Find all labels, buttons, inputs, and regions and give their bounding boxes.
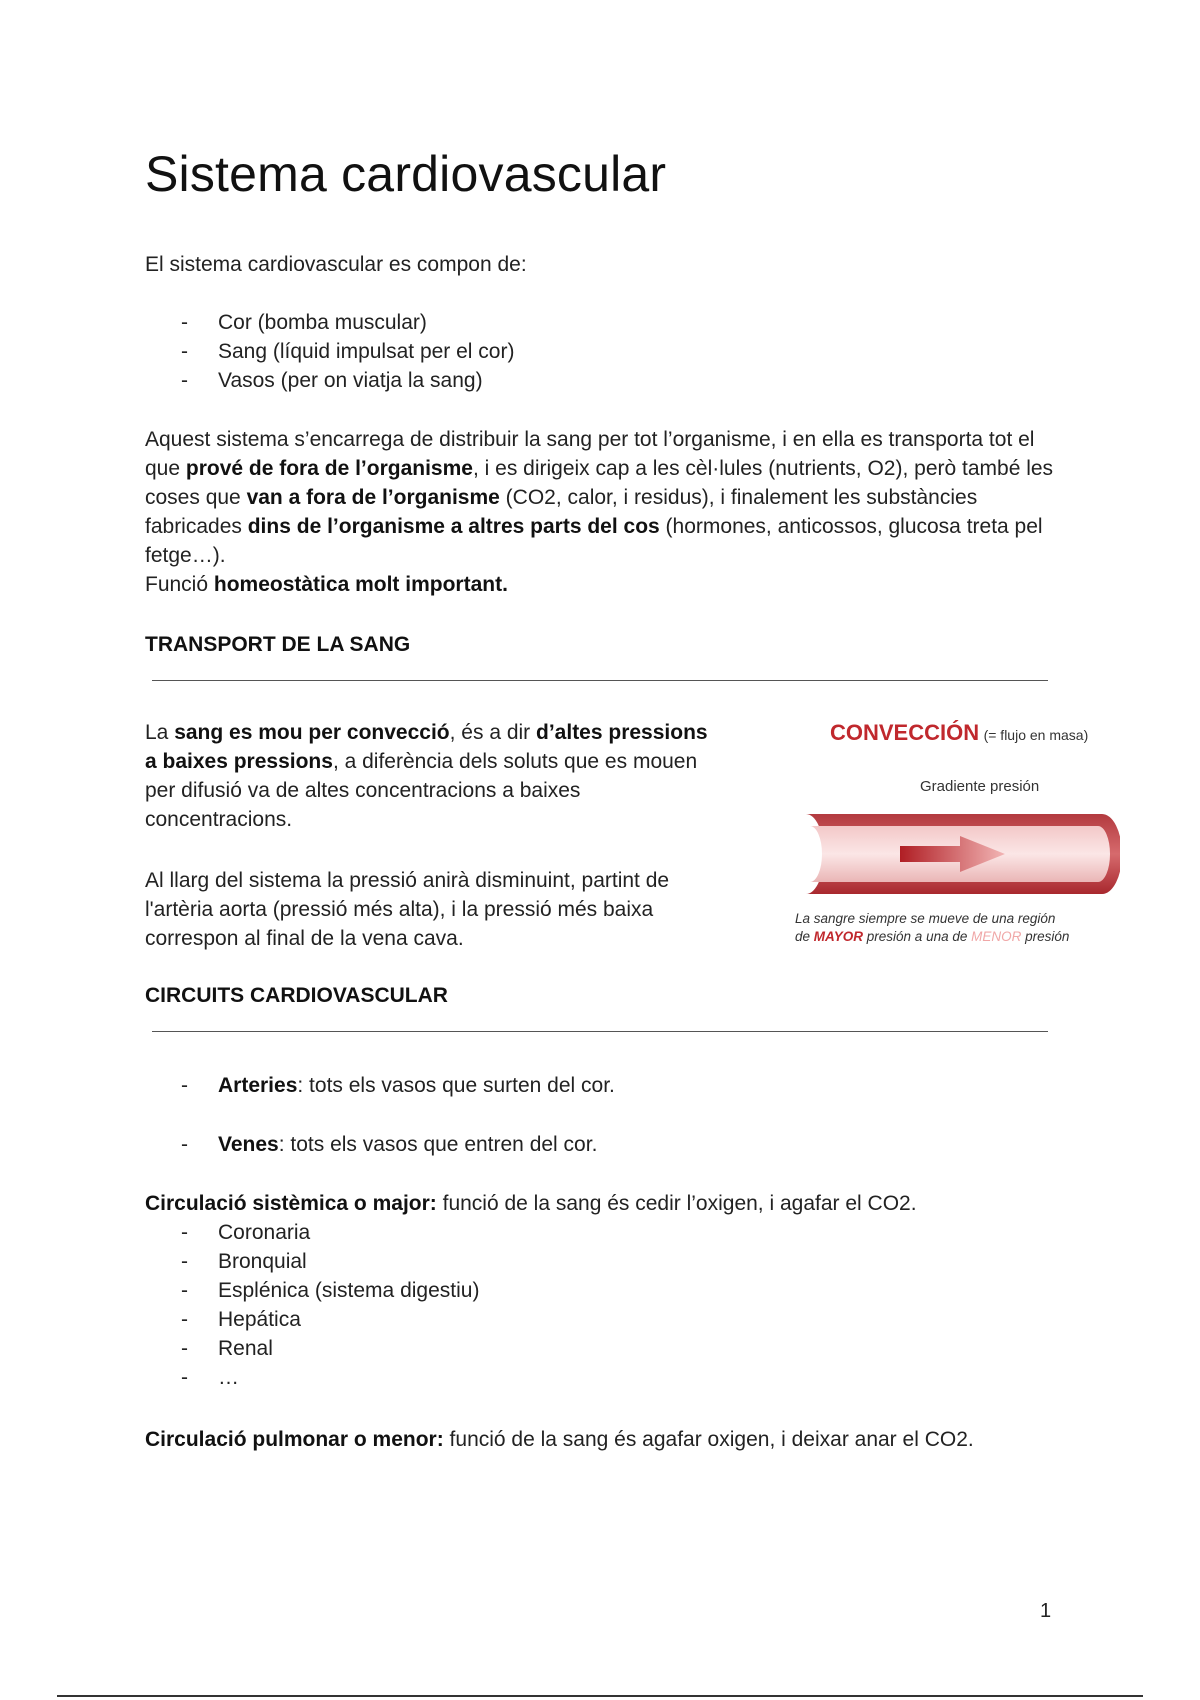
figure-gradient-label: Gradiente presión xyxy=(920,778,1040,795)
section-heading-circuits: CIRCUITS CARDIOVASCULAR xyxy=(145,984,448,1007)
section-heading-transport: TRANSPORT DE LA SANG xyxy=(145,633,411,656)
list-item: - Esplénica (sistema digestiu) xyxy=(181,1279,480,1302)
list-item: - Coronaria xyxy=(181,1221,311,1244)
transport-paragraph-1: La sang es mou per convecció, és a dir d’altes pressions a baixes pressions, a diferència dels soluts que es mouen per difusió va de altes concentracions a baixes concentracions. xyxy=(145,721,708,831)
page-bottom-divider xyxy=(57,1695,1143,1697)
list-item: - Vasos (per on viatja la sang) xyxy=(181,369,483,392)
page-title: Sistema cardiovascular xyxy=(145,146,667,202)
pulmonary-circulation: Circulació pulmonar o menor: funció de la sang és agafar oxigen, i deixar anar el CO2. xyxy=(145,1428,974,1451)
systemic-list xyxy=(145,1218,479,1392)
list-item: - Cor (bomba muscular) xyxy=(181,311,427,334)
figure-title: CONVECCIÓN (= flujo en masa) xyxy=(830,720,1089,745)
page-number: 1 xyxy=(1040,1600,1052,1622)
components-list xyxy=(145,308,514,395)
list-item: - … xyxy=(181,1366,239,1389)
description-paragraph: Aquest sistema s’encarrega de distribuir la sang per tot l’organisme, i en ella es transporta tot el que prové de fora de l’organisme, i es dirigeix cap a les cèl·lules (nutrients, O2), però també les coses que van a fora de l’organisme (CO2, calor, i residus), i finalement les substàncies fabricades dins de l’organisme a altres parts del cos (hormones, anticossos, glucosa treta pel fetge…). Funció homeostàtica molt important. xyxy=(145,428,1054,596)
divider xyxy=(152,680,1048,681)
transport-paragraph-2: Al llarg del sistema la pressió anirà disminuint, partint de l'artèria aorta (pressió més alta), i la pressió més baixa correspon al final de la vena cava. xyxy=(145,869,670,950)
vessel-types-list xyxy=(145,1071,615,1100)
intro-text: El sistema cardiovascular es compon de: xyxy=(145,253,527,276)
vessel-types-list xyxy=(145,1130,597,1159)
list-item: - Bronquial xyxy=(181,1250,307,1273)
list-item: - Arteries: tots els vasos que surten del cor. xyxy=(181,1074,615,1097)
convection-figure xyxy=(760,710,1120,960)
divider xyxy=(152,1031,1048,1032)
vessel-illustration xyxy=(760,810,1120,900)
list-item: - Sang (líquid impulsat per el cor) xyxy=(181,340,515,363)
list-item: - Hepática xyxy=(181,1308,301,1331)
list-item: - Renal xyxy=(181,1337,273,1360)
list-item: - Venes: tots els vasos que entren del cor. xyxy=(181,1133,598,1156)
systemic-circulation: Circulació sistèmica o major: funció de la sang és cedir l’oxigen, i agafar el CO2. xyxy=(145,1192,917,1215)
figure-caption: La sangre siempre se mueve de una región de MAYOR presión a una de MENOR presión xyxy=(795,911,1070,944)
